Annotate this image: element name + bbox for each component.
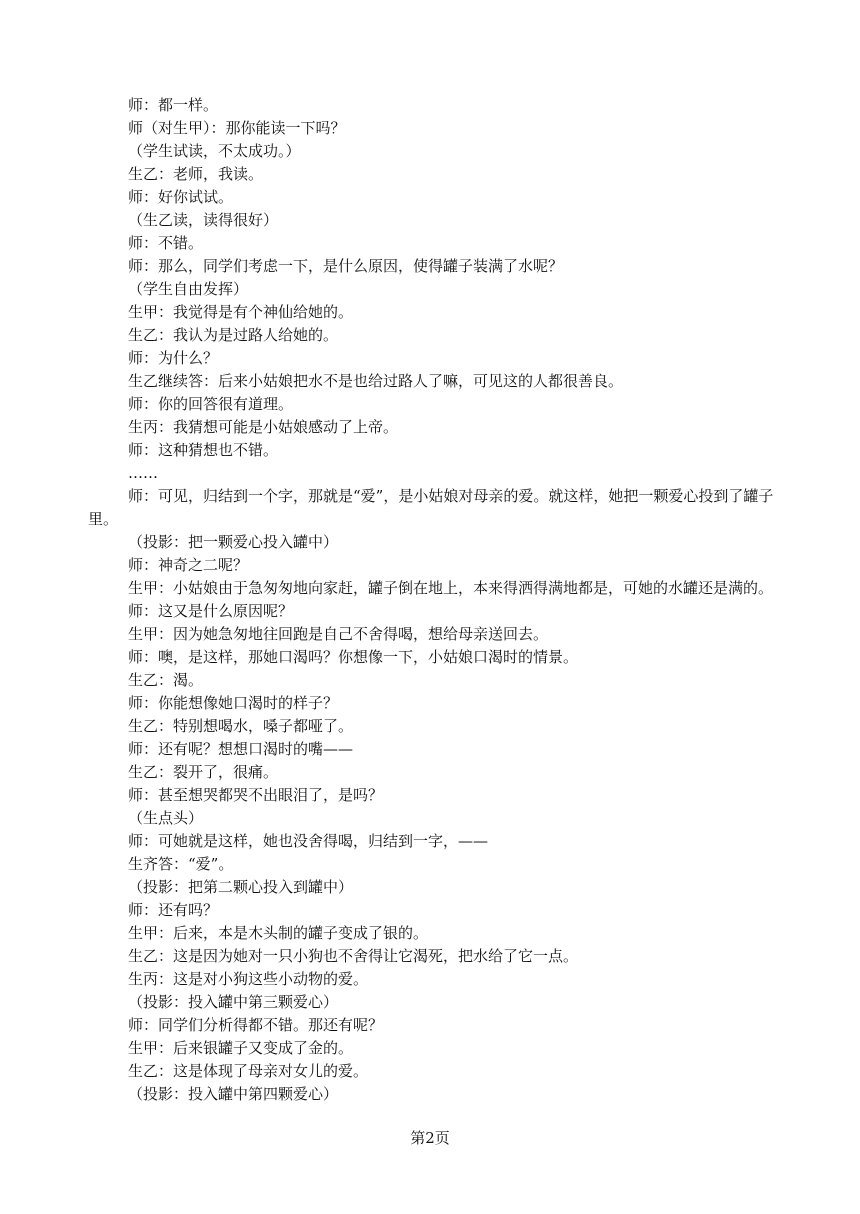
text-line: 师：同学们分析得都不错。那还有呢？ — [128, 1016, 384, 1034]
text-line: （生点头） — [128, 809, 204, 827]
text-line: 生乙：老师，我读。 — [128, 165, 264, 183]
text-line: （学生试读，不太成功。） — [128, 142, 301, 160]
text-line: （学生自由发挥） — [128, 280, 249, 298]
text-line: 生丙：这是对小狗这些小动物的爱。 — [128, 970, 369, 988]
text-line: 生乙：我认为是过路人给她的。 — [128, 326, 339, 344]
text-line: 生乙：特别想喝水，嗓子都哑了。 — [128, 717, 354, 735]
text-line: （生乙读，读得很好） — [128, 211, 279, 229]
text-line: 师：你能想像她口渴时的样子？ — [128, 694, 339, 712]
text-line: 师：你的回答很有道理。 — [128, 395, 294, 413]
text-line: 师：甚至想哭都哭不出眼泪了，是吗？ — [128, 786, 384, 804]
text-line: 师：可她就是这样，她也没舍得喝，归结到一字，—— — [128, 832, 489, 850]
text-line: 生乙继续答：后来小姑娘把水不是也给过路人了嘛，可见这的人都很善良。 — [128, 372, 624, 390]
text-line: 师（对生甲）：那你能读一下吗？ — [128, 119, 346, 137]
text-line: 生乙：这是体现了母亲对女儿的爱。 — [128, 1062, 369, 1080]
page-number: 第2页 — [410, 1129, 450, 1147]
text-line: （投影：把一颗爱心投入罐中） — [128, 533, 339, 551]
text-line: 师：好你试试。 — [128, 188, 234, 206]
text-line: 生齐答：“爱”。 — [128, 855, 234, 873]
text-line: （投影：把第二颗心投入到罐中） — [128, 878, 354, 896]
text-line: 师：神奇之二呢？ — [128, 556, 249, 574]
text-line: 生丙：我猜想可能是小姑娘感动了上帝。 — [128, 418, 399, 436]
text-line: 师：噢，是这样，那她口渴吗？你想像一下，小姑娘口渴时的情景。 — [128, 648, 579, 666]
text-line: 生乙：裂开了，很痛。 — [128, 763, 279, 781]
text-line: 师：为什么？ — [128, 349, 219, 367]
text-line: 生甲：我觉得是有个神仙给她的。 — [128, 303, 354, 321]
text-line: （投影：投入罐中第四颗爱心） — [128, 1085, 339, 1103]
text-line: 师：还有吗？ — [128, 901, 219, 919]
text-line: 师：都一样。 — [128, 96, 219, 114]
text-line: 师：这种猜想也不错。 — [128, 441, 279, 459]
text-line: 生乙：渴。 — [128, 671, 204, 689]
text-line: 师：还有呢？想想口渴时的嘴—— — [128, 740, 354, 758]
text-line: 师：这又是什么原因呢？ — [128, 602, 294, 620]
document-body — [88, 94, 774, 1106]
text-line: 师：那么，同学们考虑一下，是什么原因，使得罐子装满了水呢？ — [128, 257, 564, 275]
text-paragraph: 师：可见，归结到一个字，那就是“爱”，是小姑娘对母亲的爱。就这样，她把一颗爱心投到了罐子里。 — [88, 487, 774, 528]
text-line: 生甲：因为她急匆地往回跑是自己不舍得喝，想给母亲送回去。 — [128, 625, 549, 643]
text-paragraph: 生甲：小姑娘由于急匆匆地向家赶，罐子倒在地上，本来得洒得满地都是，可她的水罐还是满的。 — [128, 579, 774, 597]
text-line: 生乙：这是因为她对一只小狗也不舍得让它渴死，把水给了它一点。 — [128, 947, 579, 965]
text-line: 师：不错。 — [128, 234, 204, 252]
text-line: 生甲：后来，本是木头制的罐子变成了银的。 — [128, 924, 429, 942]
text-line-ellipsis: …… — [128, 464, 158, 482]
text-line: （投影：投入罐中第三颗爱心） — [128, 993, 339, 1011]
text-line: 生甲：后来银罐子又变成了金的。 — [128, 1039, 354, 1057]
